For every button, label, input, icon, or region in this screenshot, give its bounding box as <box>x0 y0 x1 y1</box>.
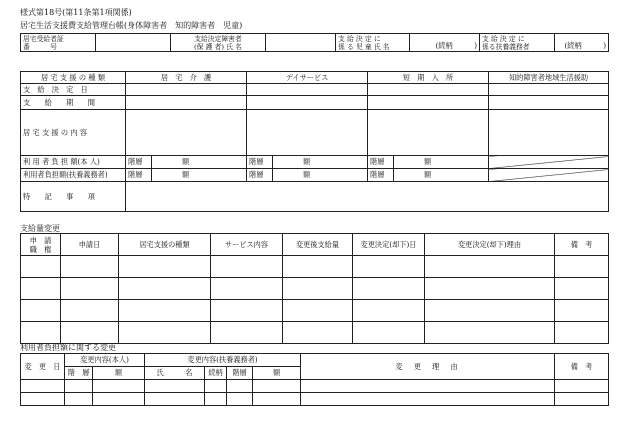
class-label: 階層 <box>368 169 394 182</box>
col-header-home-care: 居 宅 介 護 <box>126 72 247 84</box>
header-new-amount: 変更後支給量 <box>283 234 353 256</box>
header-burden-remarks: 備 考 <box>555 354 609 380</box>
cell[interactable] <box>119 256 211 278</box>
change-table <box>20 233 609 344</box>
row-remarks: 特 記 事 項 <box>21 182 126 212</box>
table-row <box>21 256 609 278</box>
cell[interactable] <box>21 256 61 278</box>
child-relation: (続柄 ) <box>435 41 477 50</box>
col-header-group-home: 知的障害者地域生活援助 <box>489 72 609 84</box>
cell[interactable] <box>119 278 211 300</box>
cell[interactable] <box>119 300 211 322</box>
header-decision-date: 変更決定(却下)日 <box>353 234 425 256</box>
header-change-reason: 変 更 理 由 <box>301 354 555 380</box>
cell[interactable] <box>93 393 145 406</box>
page-title: 居宅生活支援費支給管理台帳(身体障害者 知的障害者 児童) <box>20 21 243 30</box>
table-row <box>21 393 609 406</box>
cell[interactable] <box>21 393 65 406</box>
burden-table <box>20 353 609 406</box>
amount-label: 額 <box>394 169 489 182</box>
row-decision-date: 支 給 決 定 日 <box>21 84 126 96</box>
header-apply-date: 申請日 <box>61 234 119 256</box>
cell[interactable] <box>555 380 609 393</box>
decided-person-line2: (保 護 者) 氏 名 <box>194 42 242 51</box>
cell-content-short-stay[interactable] <box>368 110 489 156</box>
col-header-day-service: デイサービス <box>247 72 368 84</box>
header-support-type: 居宅支援の種類 <box>119 234 211 256</box>
header-self-class: 階 層 <box>65 367 93 380</box>
header-service-content: サービス内容 <box>211 234 283 256</box>
cell-user-burden-group-home <box>489 156 609 169</box>
cell[interactable] <box>21 300 61 322</box>
decided-person-line1: 支給決定障害者 <box>194 34 242 43</box>
cell-content-home-care[interactable] <box>126 110 247 156</box>
applicant-line2: 職 権 <box>29 244 52 254</box>
cell[interactable] <box>555 393 609 406</box>
cell[interactable] <box>353 300 425 322</box>
row-content: 居 宅 支 援 の 内 容 <box>21 110 126 156</box>
support-table <box>20 71 609 212</box>
cell[interactable] <box>227 380 253 393</box>
cell[interactable] <box>93 380 145 393</box>
supporter-label-line1: 支 給 決 定 に <box>482 34 525 43</box>
child-name-label <box>336 34 410 52</box>
cell-decision-short-stay[interactable] <box>368 84 489 96</box>
cell[interactable] <box>283 278 353 300</box>
header-supporter-amount: 額 <box>253 367 301 380</box>
cell[interactable] <box>211 322 283 344</box>
table-row <box>21 380 609 393</box>
cell[interactable] <box>211 256 283 278</box>
cell[interactable] <box>61 256 119 278</box>
cell[interactable] <box>353 256 425 278</box>
cell[interactable] <box>21 278 61 300</box>
cell[interactable] <box>253 380 301 393</box>
cell[interactable] <box>61 300 119 322</box>
cell[interactable] <box>301 380 555 393</box>
form-number: 様式第18号(第11条第1項関係) <box>20 8 132 17</box>
row-period: 支 給 期 間 <box>21 96 126 110</box>
cell[interactable] <box>65 393 93 406</box>
cell-period-short-stay[interactable] <box>368 96 489 110</box>
header-remarks: 備 考 <box>555 234 609 256</box>
table-row <box>21 300 609 322</box>
cell[interactable] <box>227 393 253 406</box>
amount-label: 額 <box>152 169 247 182</box>
cell-period-home-care[interactable] <box>126 96 247 110</box>
cell-content-day-service[interactable] <box>247 110 368 156</box>
cell[interactable] <box>61 322 119 344</box>
applicant-line1: 申 請 <box>29 235 52 245</box>
cell-content-group-home[interactable] <box>489 110 609 156</box>
cell[interactable] <box>283 256 353 278</box>
cell-supporter-burden-group-home <box>489 169 609 182</box>
supporter-label <box>480 34 555 52</box>
cell[interactable] <box>353 322 425 344</box>
cell[interactable] <box>205 393 227 406</box>
cell[interactable] <box>555 278 609 300</box>
decided-person-label <box>171 34 266 52</box>
cell[interactable] <box>253 393 301 406</box>
cell-decision-group-home[interactable] <box>489 84 609 96</box>
row-user-burden: 利 用 者 負 担 額(本 人) <box>21 156 126 169</box>
class-label: 階層 <box>247 156 273 169</box>
header-self-content: 変更内容(本人) <box>65 354 145 367</box>
class-label: 階層 <box>126 169 152 182</box>
cell[interactable] <box>555 256 609 278</box>
amount-label: 額 <box>394 156 489 169</box>
change-section-title: 支給量変更 <box>20 224 60 233</box>
amount-label: 額 <box>273 156 368 169</box>
class-label: 階層 <box>368 156 394 169</box>
cell[interactable] <box>205 380 227 393</box>
cell[interactable] <box>65 380 93 393</box>
header-applicant <box>21 234 61 256</box>
header-supporter-name: 氏 名 <box>145 367 205 380</box>
cell[interactable] <box>425 278 555 300</box>
row-supporter-burden: 利用者負担額(扶養義務者) <box>21 169 126 182</box>
cell[interactable] <box>425 300 555 322</box>
cell[interactable] <box>555 322 609 344</box>
cell-period-day-service[interactable] <box>247 96 368 110</box>
recipient-label-line1: 居宅受給者証 <box>23 35 64 43</box>
cell-period-group-home[interactable] <box>489 96 609 110</box>
class-label: 階層 <box>247 169 273 182</box>
cell[interactable] <box>425 256 555 278</box>
supporter-relation: (続柄 ) <box>564 41 606 50</box>
table-row <box>21 278 609 300</box>
cell[interactable] <box>211 278 283 300</box>
cell[interactable] <box>353 278 425 300</box>
recipient-number-label <box>21 34 96 52</box>
col-header-type: 居 宅 支 援 の 種 類 <box>21 72 126 84</box>
cell-decision-home-care[interactable] <box>126 84 247 96</box>
cell[interactable] <box>555 300 609 322</box>
class-label: 階層 <box>126 156 152 169</box>
recipient-number-field[interactable] <box>96 34 171 52</box>
col-header-short-stay: 短 期 入 所 <box>368 72 489 84</box>
decided-person-field[interactable] <box>266 34 336 52</box>
cell[interactable] <box>283 322 353 344</box>
child-label-line2: 係 る 児 童 氏 名 <box>338 42 390 51</box>
cell[interactable] <box>21 322 61 344</box>
cell[interactable] <box>283 300 353 322</box>
amount-label: 額 <box>273 169 368 182</box>
info-table <box>20 33 609 52</box>
burden-section-title: 利用者負担額に関する変更 <box>20 343 116 352</box>
cell[interactable] <box>61 278 119 300</box>
cell[interactable] <box>145 380 205 393</box>
cell-decision-day-service[interactable] <box>247 84 368 96</box>
cell-remarks[interactable] <box>126 182 609 212</box>
header-supporter-class: 階層 <box>227 367 253 380</box>
cell[interactable] <box>21 380 65 393</box>
child-label-line1: 支 給 決 定 に <box>338 34 381 43</box>
cell[interactable] <box>119 322 211 344</box>
cell[interactable] <box>211 300 283 322</box>
cell[interactable] <box>301 393 555 406</box>
cell[interactable] <box>145 393 205 406</box>
supporter-field[interactable] <box>555 34 609 52</box>
header-supporter-content: 変更内容(扶養義務者) <box>145 354 301 367</box>
table-row <box>21 322 609 344</box>
child-name-field[interactable] <box>410 34 480 52</box>
recipient-label-line2: 番 号 <box>23 43 57 51</box>
header-supporter-relation: 続柄 <box>205 367 227 380</box>
cell[interactable] <box>425 322 555 344</box>
header-self-amount: 額 <box>93 367 145 380</box>
amount-label: 額 <box>152 156 247 169</box>
header-change-date: 変 更 日 <box>21 354 65 380</box>
supporter-label-line2: 係る扶養義務者 <box>482 42 530 51</box>
header-decision-reason: 変更決定(却下)理由 <box>425 234 555 256</box>
